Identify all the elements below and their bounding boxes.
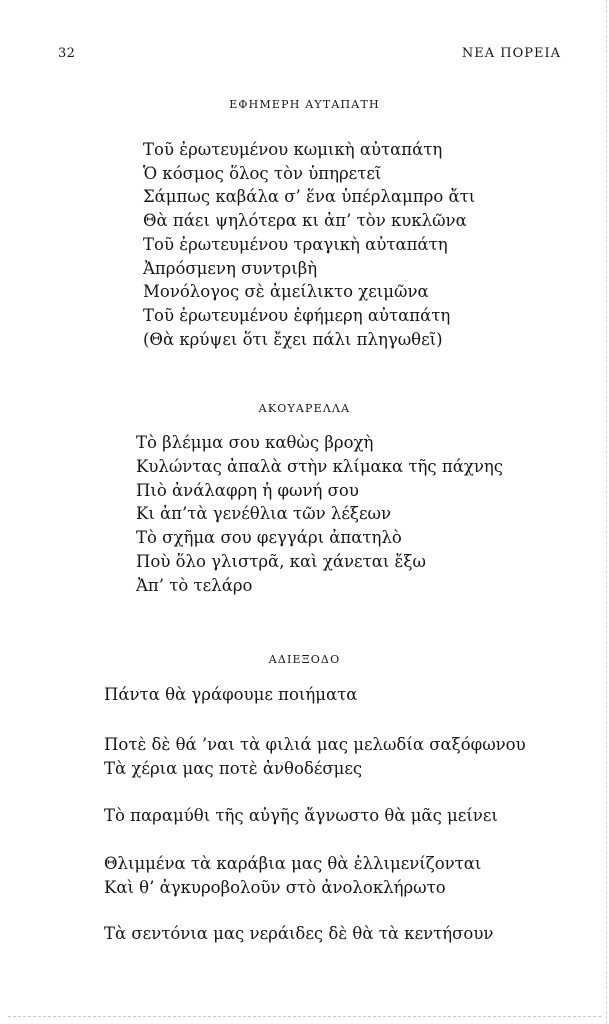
poem-line: Ἀπ’ τὸ τελάρο xyxy=(136,575,253,595)
page-edge-right xyxy=(606,0,607,1024)
poem-line: Κι ἀπ’τὰ γενέθλια τῶν λέξεων xyxy=(136,504,392,524)
poem-line: Μονόλογος σὲ ἀμείλικτο χειμῶνα xyxy=(143,282,429,302)
poem-line: Θλιμμένα τὰ καράβια μας θὰ ἐλλιμενίζονται xyxy=(104,854,482,873)
page-number: 32 xyxy=(58,46,76,61)
poem-line: Τὸ παραμύθι τῆς αὐγῆς ἄγνωστο θὰ μᾶς μείνει xyxy=(104,806,498,825)
stanza xyxy=(104,683,357,707)
poem-line: Τὸ βλέμμα σου καθὼς βροχὴ xyxy=(136,433,374,452)
stanza xyxy=(143,138,475,351)
poem-line: Ποὺ ὅλο γλιστρᾶ, καὶ χάνεται ἔξω xyxy=(136,551,426,571)
poem-line: Τοῦ ἐρωτευμένου τραγικὴ αὐταπάτη xyxy=(143,234,448,254)
poem-line: Ποτὲ δὲ θά ’ναι τὰ φιλιά μας μελωδία σαξόφωνου xyxy=(104,735,526,754)
poem-line: Τὰ χέρια μας ποτὲ ἀνθοδέσμες xyxy=(104,759,363,778)
stanza xyxy=(104,804,498,828)
running-head: ΝΕΑ ΠΟΡΕΙΑ xyxy=(461,46,561,61)
stanza xyxy=(104,733,526,781)
poem-line: Τοῦ ἐρωτευμένου κωμικὴ αὐταπάτη xyxy=(143,140,443,159)
poem-line: Τοῦ ἐρωτευμένου ἐφήμερη αὐταπάτη xyxy=(143,305,451,325)
stanza xyxy=(136,431,503,598)
poem-line: Τὰ σεντόνια μας νεράιδες δὲ θὰ τὰ κεντήσουν xyxy=(104,924,494,943)
poem-line: Θὰ πάει ψηλότερα κι ἀπ’ τὸν κυκλῶνα xyxy=(143,211,467,231)
stanza xyxy=(104,922,493,946)
poem-title: ΕΦΗΜΕΡΗ ΑΥΤΑΠΑΤΗ xyxy=(229,98,380,111)
poem-title: ΑΔΙΕΞΟΔΟ xyxy=(268,653,341,666)
poem-line: Ὁ κόσμος ὅλος τὸν ὑπηρετεῖ xyxy=(143,163,382,183)
stanza xyxy=(104,852,481,900)
poem-line: Ἀπρόσμενη συντριβὴ xyxy=(143,258,318,278)
poem-title: ΑΚΟΥΑΡΕΛΛΑ xyxy=(258,402,351,415)
poem-line: Τὸ σχῆμα σου φεγγάρι ἀπατηλὸ xyxy=(136,528,402,548)
page-edge-bottom xyxy=(8,1016,601,1017)
poem-line: Καὶ θ’ ἀγκυροβολοῦν στὸ ἀνολοκλήρωτο xyxy=(104,878,446,897)
poem-line: (Θὰ κρύψει ὅτι ἔχει πάλι πληγωθεῖ) xyxy=(143,329,443,349)
poem-line: Σάμπως καβάλα σ’ ἕνα ὑπέρλαμπρο ἄτι xyxy=(143,187,476,207)
poem-line: Πιὸ ἀνάλαφρη ἡ φωνή σου xyxy=(136,480,359,500)
poem-line: Πάντα θὰ γράφουμε ποιήματα xyxy=(104,685,358,704)
poem-line: Κυλώντας ἀπαλὰ στὴν κλίμακα τῆς πάχνης xyxy=(136,456,504,476)
